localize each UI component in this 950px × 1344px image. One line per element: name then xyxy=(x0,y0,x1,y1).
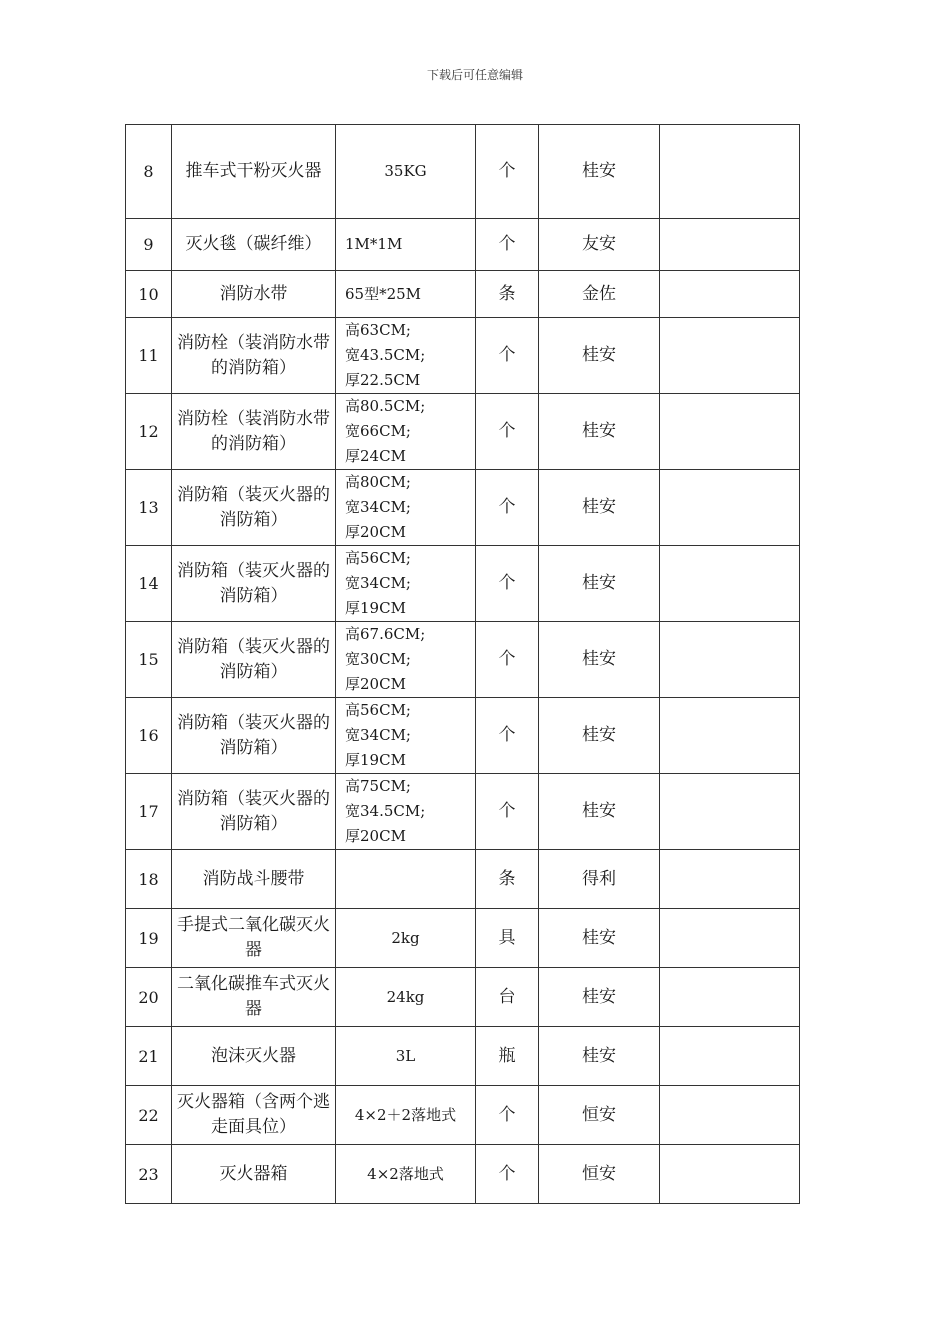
table-row xyxy=(126,470,800,546)
item-unit: 个 xyxy=(476,698,539,774)
item-note xyxy=(660,1145,800,1204)
item-name: 泡沫灭火器 xyxy=(172,1027,336,1086)
table-row xyxy=(126,774,800,850)
row-number: 15 xyxy=(126,622,172,698)
spec-line: 厚20CM xyxy=(345,675,406,693)
item-note xyxy=(660,1086,800,1145)
item-unit: 条 xyxy=(476,850,539,909)
item-brand: 友安 xyxy=(539,219,660,271)
item-brand: 桂安 xyxy=(539,622,660,698)
item-unit: 瓶 xyxy=(476,1027,539,1086)
item-note xyxy=(660,774,800,850)
item-spec xyxy=(336,850,476,909)
item-spec xyxy=(336,909,476,968)
item-brand: 桂安 xyxy=(539,470,660,546)
item-name: 二氧化碳推车式灭火器 xyxy=(172,968,336,1027)
item-brand: 桂安 xyxy=(539,394,660,470)
item-brand: 桂安 xyxy=(539,698,660,774)
item-spec xyxy=(336,698,476,774)
item-note xyxy=(660,271,800,318)
spec-line: 3L xyxy=(395,1046,416,1065)
row-number: 20 xyxy=(126,968,172,1027)
row-number: 22 xyxy=(126,1086,172,1145)
table-row xyxy=(126,1027,800,1086)
item-name: 灭火器箱（含两个逃走面具位） xyxy=(172,1086,336,1145)
item-note xyxy=(660,698,800,774)
item-name: 消防栓（装消防水带的消防箱） xyxy=(172,318,336,394)
row-number: 12 xyxy=(126,394,172,470)
item-brand: 桂安 xyxy=(539,1027,660,1086)
row-number: 8 xyxy=(126,125,172,219)
item-brand: 桂安 xyxy=(539,546,660,622)
item-spec xyxy=(336,1027,476,1086)
item-brand: 桂安 xyxy=(539,774,660,850)
item-spec xyxy=(336,546,476,622)
item-unit: 个 xyxy=(476,318,539,394)
spec-line: 高80.5CM; xyxy=(345,397,426,415)
item-spec xyxy=(336,774,476,850)
item-name: 消防箱（装灭火器的消防箱） xyxy=(172,622,336,698)
item-name: 消防战斗腰带 xyxy=(172,850,336,909)
spec-line: 宽34.5CM; xyxy=(345,802,426,820)
item-unit: 台 xyxy=(476,968,539,1027)
row-number: 16 xyxy=(126,698,172,774)
item-name: 消防箱（装灭火器的消防箱） xyxy=(172,546,336,622)
spec-line: 1M*1M xyxy=(345,235,403,253)
table-row xyxy=(126,271,800,318)
item-name: 消防栓（装消防水带的消防箱） xyxy=(172,394,336,470)
item-unit: 个 xyxy=(476,470,539,546)
item-spec xyxy=(336,1086,476,1145)
table-row xyxy=(126,1145,800,1204)
item-brand: 桂安 xyxy=(539,968,660,1027)
table-row xyxy=(126,698,800,774)
spec-line: 24kg xyxy=(386,987,425,1006)
item-unit: 个 xyxy=(476,394,539,470)
row-number: 10 xyxy=(126,271,172,318)
item-spec xyxy=(336,968,476,1027)
row-number: 17 xyxy=(126,774,172,850)
spec-line: 4×2＋2落地式 xyxy=(354,1105,457,1124)
item-brand: 恒安 xyxy=(539,1086,660,1145)
item-note xyxy=(660,1027,800,1086)
spec-line: 宽30CM; xyxy=(345,650,411,668)
item-unit: 个 xyxy=(476,622,539,698)
item-spec xyxy=(336,1145,476,1204)
spec-line: 高56CM; xyxy=(345,701,411,719)
row-number: 13 xyxy=(126,470,172,546)
item-note xyxy=(660,125,800,219)
item-note xyxy=(660,394,800,470)
item-note xyxy=(660,546,800,622)
table-row xyxy=(126,219,800,271)
page-header: 下载后可任意编辑 xyxy=(426,68,523,82)
spec-line: 宽34CM; xyxy=(345,498,411,516)
item-name: 消防箱（装灭火器的消防箱） xyxy=(172,774,336,850)
table-row xyxy=(126,394,800,470)
table-row xyxy=(126,909,800,968)
row-number: 9 xyxy=(126,219,172,271)
spec-line: 4×2落地式 xyxy=(367,1164,444,1183)
item-unit: 个 xyxy=(476,125,539,219)
item-unit: 个 xyxy=(476,1145,539,1204)
item-note xyxy=(660,968,800,1027)
row-number: 14 xyxy=(126,546,172,622)
item-spec xyxy=(336,622,476,698)
item-spec xyxy=(336,394,476,470)
item-brand: 得利 xyxy=(539,850,660,909)
item-spec xyxy=(336,318,476,394)
table-row xyxy=(126,1086,800,1145)
item-spec xyxy=(336,219,476,271)
spec-line: 厚20CM xyxy=(345,523,406,541)
item-brand: 恒安 xyxy=(539,1145,660,1204)
item-name: 消防水带 xyxy=(172,271,336,318)
item-brand: 桂安 xyxy=(539,125,660,219)
item-unit: 个 xyxy=(476,546,539,622)
item-name: 灭火器箱 xyxy=(172,1145,336,1204)
row-number: 23 xyxy=(126,1145,172,1204)
item-name: 消防箱（装灭火器的消防箱） xyxy=(172,698,336,774)
row-number: 19 xyxy=(126,909,172,968)
item-brand: 桂安 xyxy=(539,318,660,394)
item-unit: 个 xyxy=(476,774,539,850)
spec-line: 高75CM; xyxy=(345,777,411,795)
spec-line: 65型*25M xyxy=(345,284,422,303)
spec-line: 高80CM; xyxy=(345,473,411,491)
spec-line: 高56CM; xyxy=(345,549,411,567)
item-name: 灭火毯（碳纤维） xyxy=(172,219,336,271)
item-spec xyxy=(336,125,476,219)
item-unit: 条 xyxy=(476,271,539,318)
item-note xyxy=(660,850,800,909)
row-number: 18 xyxy=(126,850,172,909)
table-row xyxy=(126,968,800,1027)
item-note xyxy=(660,219,800,271)
item-brand: 桂安 xyxy=(539,909,660,968)
table-row xyxy=(126,850,800,909)
item-note xyxy=(660,622,800,698)
spec-line: 厚19CM xyxy=(345,599,406,617)
item-name: 手提式二氧化碳灭火器 xyxy=(172,909,336,968)
spec-line: 厚22.5CM xyxy=(345,371,421,389)
item-unit: 个 xyxy=(476,219,539,271)
row-number: 11 xyxy=(126,318,172,394)
spec-line: 高67.6CM; xyxy=(345,625,426,643)
spec-line: 宽34CM; xyxy=(345,726,411,744)
equipment-table xyxy=(125,124,800,1204)
spec-line: 宽43.5CM; xyxy=(345,346,426,364)
item-spec xyxy=(336,271,476,318)
item-unit: 个 xyxy=(476,1086,539,1145)
spec-line: 35KG xyxy=(384,162,427,180)
spec-line: 厚24CM xyxy=(345,447,406,465)
row-number: 21 xyxy=(126,1027,172,1086)
item-name: 消防箱（装灭火器的消防箱） xyxy=(172,470,336,546)
item-note xyxy=(660,909,800,968)
spec-line: 高63CM; xyxy=(345,321,411,339)
table-row xyxy=(126,546,800,622)
spec-line: 宽66CM; xyxy=(345,422,411,440)
item-unit: 具 xyxy=(476,909,539,968)
table-row xyxy=(126,125,800,219)
table-row xyxy=(126,622,800,698)
item-brand: 金佐 xyxy=(539,271,660,318)
item-name: 推车式干粉灭火器 xyxy=(172,125,336,219)
spec-line: 厚19CM xyxy=(345,751,406,769)
spec-line: 2kg xyxy=(391,928,420,947)
item-spec xyxy=(336,470,476,546)
item-note xyxy=(660,318,800,394)
table-row xyxy=(126,318,800,394)
item-note xyxy=(660,470,800,546)
spec-line: 宽34CM; xyxy=(345,574,411,592)
spec-line: 厚20CM xyxy=(345,827,406,845)
